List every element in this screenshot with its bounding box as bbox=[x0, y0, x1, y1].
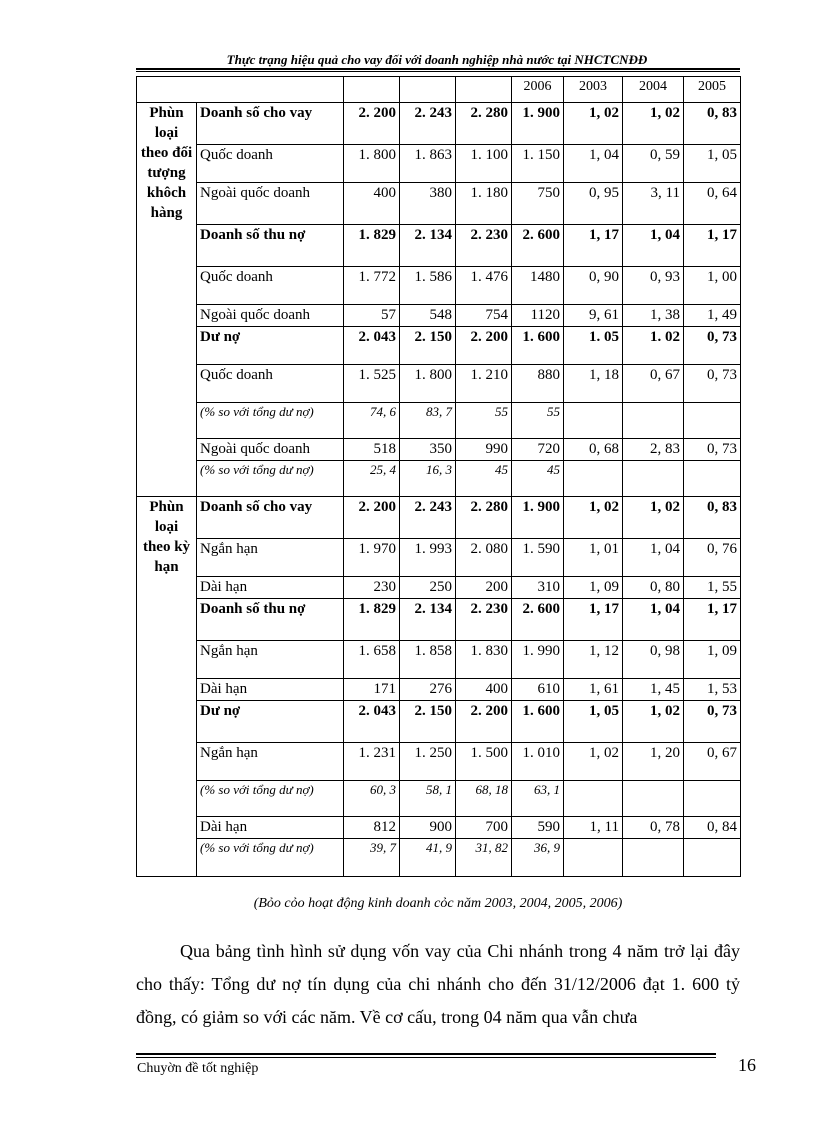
table-row bbox=[137, 365, 741, 403]
row-label: Doanh số thu nợ bbox=[197, 599, 344, 641]
row-label: Quốc doanh bbox=[197, 145, 344, 183]
table-cell: 2. 043 bbox=[344, 327, 400, 365]
row-label: Dư nợ bbox=[197, 701, 344, 743]
table-cell: 1. 900 bbox=[512, 103, 564, 145]
table-cell: 1. 658 bbox=[344, 641, 400, 679]
row-label: (% so với tổng dư nợ) bbox=[197, 403, 344, 439]
table-cell: 1, 01 bbox=[564, 539, 623, 577]
table-cell: 60, 3 bbox=[344, 781, 400, 817]
table-cell: 0, 73 bbox=[684, 439, 741, 461]
table-cell: 1, 12 bbox=[564, 641, 623, 679]
table-cell: 1120 bbox=[512, 305, 564, 327]
row-label: Dài hạn bbox=[197, 577, 344, 599]
table-cell: 1. 231 bbox=[344, 743, 400, 781]
row-label: Ngoài quốc doanh bbox=[197, 439, 344, 461]
table-cell: 1, 55 bbox=[684, 577, 741, 599]
table-cell bbox=[684, 839, 741, 877]
table-cell: 400 bbox=[344, 183, 400, 225]
table-cell: 1. 590 bbox=[512, 539, 564, 577]
table-cell: 900 bbox=[400, 817, 456, 839]
table-row bbox=[137, 461, 741, 497]
group-label: Phùn loại theo đối tượng khôch hàng bbox=[137, 103, 197, 497]
table-cell: 0, 67 bbox=[623, 365, 684, 403]
table-row bbox=[137, 839, 741, 877]
table-cell: 1, 04 bbox=[623, 225, 684, 267]
year-header: 2006 bbox=[512, 77, 564, 103]
table-cell: 1. 210 bbox=[456, 365, 512, 403]
row-label: Dư nợ bbox=[197, 327, 344, 365]
table-cell bbox=[623, 461, 684, 497]
table-cell: 754 bbox=[456, 305, 512, 327]
table-cell: 68, 18 bbox=[456, 781, 512, 817]
table-cell bbox=[623, 839, 684, 877]
table-cell: 1, 02 bbox=[564, 103, 623, 145]
table-cell: 0, 84 bbox=[684, 817, 741, 839]
table-cell: 1. 150 bbox=[512, 145, 564, 183]
table-cell: 310 bbox=[512, 577, 564, 599]
table-cell: 63, 1 bbox=[512, 781, 564, 817]
table-cell: 1, 17 bbox=[564, 599, 623, 641]
table-cell: 1. 800 bbox=[400, 365, 456, 403]
table-cell bbox=[623, 781, 684, 817]
table-cell: 2. 134 bbox=[400, 599, 456, 641]
table-row bbox=[137, 183, 741, 225]
table-cell: 1, 02 bbox=[564, 743, 623, 781]
table-cell: 1. 772 bbox=[344, 267, 400, 305]
running-header: Thực trạng hiệu quả cho vay đối với doanh nghiệp nhà nước tại NHCTCNĐĐ bbox=[226, 52, 648, 67]
table-cell: 1, 38 bbox=[623, 305, 684, 327]
year-header-row bbox=[137, 77, 741, 103]
group-label: Phùn loại theo kỳ hạn bbox=[137, 497, 197, 877]
table-cell bbox=[684, 781, 741, 817]
year-header: 2005 bbox=[684, 77, 741, 103]
table-cell: 750 bbox=[512, 183, 564, 225]
table-cell: 2. 230 bbox=[456, 599, 512, 641]
table-cell: 1, 09 bbox=[684, 641, 741, 679]
table-cell: 1. 525 bbox=[344, 365, 400, 403]
table-cell: 2. 080 bbox=[456, 539, 512, 577]
row-label: (% so với tổng dư nợ) bbox=[197, 839, 344, 877]
table-row bbox=[137, 599, 741, 641]
table-cell: 83, 7 bbox=[400, 403, 456, 439]
table-cell bbox=[564, 403, 623, 439]
table-cell: 990 bbox=[456, 439, 512, 461]
table-cell: 1. 830 bbox=[456, 641, 512, 679]
table-source-note: (Bỏo cỏo hoạt động kinh doanh cỏc năm 2003, 2004, 2005, 2006) bbox=[253, 896, 623, 911]
row-label: (% so với tổng dư nợ) bbox=[197, 461, 344, 497]
table-cell: 171 bbox=[344, 679, 400, 701]
row-label: Quốc doanh bbox=[197, 267, 344, 305]
table-cell: 518 bbox=[344, 439, 400, 461]
table-cell: 0, 95 bbox=[564, 183, 623, 225]
table-row bbox=[137, 267, 741, 305]
table-cell: 1. 970 bbox=[344, 539, 400, 577]
table-cell: 58, 1 bbox=[400, 781, 456, 817]
table-cell: 2. 200 bbox=[344, 497, 400, 539]
table-cell: 400 bbox=[456, 679, 512, 701]
table-cell: 2. 150 bbox=[400, 327, 456, 365]
table-cell: 350 bbox=[400, 439, 456, 461]
loan-table bbox=[136, 76, 741, 877]
table-cell: 1, 49 bbox=[684, 305, 741, 327]
table-cell bbox=[564, 461, 623, 497]
table-cell bbox=[623, 403, 684, 439]
table-row bbox=[137, 439, 741, 461]
table-cell: 1. 993 bbox=[400, 539, 456, 577]
table-cell: 1. 500 bbox=[456, 743, 512, 781]
table-cell: 1, 53 bbox=[684, 679, 741, 701]
table-cell: 1, 02 bbox=[623, 701, 684, 743]
table-cell: 548 bbox=[400, 305, 456, 327]
row-label: Ngoài quốc doanh bbox=[197, 183, 344, 225]
table-cell: 1, 45 bbox=[623, 679, 684, 701]
table-cell: 0, 76 bbox=[684, 539, 741, 577]
table-cell: 1. 05 bbox=[564, 327, 623, 365]
table-cell bbox=[684, 403, 741, 439]
table-cell: 590 bbox=[512, 817, 564, 839]
table-cell: 720 bbox=[512, 439, 564, 461]
table-row bbox=[137, 403, 741, 439]
table-cell: 0, 73 bbox=[684, 701, 741, 743]
row-label: (% so với tổng dư nợ) bbox=[197, 781, 344, 817]
table-cell: 39, 7 bbox=[344, 839, 400, 877]
table-cell: 2. 200 bbox=[456, 327, 512, 365]
row-label: Dài hạn bbox=[197, 679, 344, 701]
table-cell: 200 bbox=[456, 577, 512, 599]
table-row bbox=[137, 103, 741, 145]
body-paragraph bbox=[136, 935, 740, 1034]
table-cell: 700 bbox=[456, 817, 512, 839]
table-cell: 2. 150 bbox=[400, 701, 456, 743]
table-cell: 1. 800 bbox=[344, 145, 400, 183]
table-cell: 1, 09 bbox=[564, 577, 623, 599]
table-cell: 1. 829 bbox=[344, 225, 400, 267]
row-label: Doanh số cho vay bbox=[197, 103, 344, 145]
table-cell: 2. 243 bbox=[400, 103, 456, 145]
row-label: Doanh số cho vay bbox=[197, 497, 344, 539]
footer-rule bbox=[136, 1053, 716, 1055]
table-cell: 16, 3 bbox=[400, 461, 456, 497]
table-cell: 0, 98 bbox=[623, 641, 684, 679]
table-cell: 610 bbox=[512, 679, 564, 701]
table-body bbox=[137, 77, 741, 877]
table-row bbox=[137, 641, 741, 679]
row-label: Ngắn hạn bbox=[197, 539, 344, 577]
table-cell: 0, 90 bbox=[564, 267, 623, 305]
table-cell: 1480 bbox=[512, 267, 564, 305]
table-row bbox=[137, 145, 741, 183]
table-cell: 2. 043 bbox=[344, 701, 400, 743]
paragraph-text: Qua bảng tình hình sử dụng vốn vay của Chi nhánh trong 4 năm trở lại đây cho thấy: Tổng dư nợ tín dụng của chi nhánh cho đến 31/12/2006 đạt 1. 600 tỷ đồng, có giảm so với các năm. Về cơ cấu, trong 04 năm qua vẫn chưa bbox=[136, 941, 740, 1027]
table-cell: 2, 83 bbox=[623, 439, 684, 461]
table-cell: 0, 68 bbox=[564, 439, 623, 461]
table-cell: 1. 990 bbox=[512, 641, 564, 679]
table-cell: 0, 73 bbox=[684, 365, 741, 403]
table-cell: 3, 11 bbox=[623, 183, 684, 225]
table-cell: 0, 78 bbox=[623, 817, 684, 839]
table-cell: 2. 200 bbox=[344, 103, 400, 145]
table-cell: 1. 600 bbox=[512, 701, 564, 743]
table-row bbox=[137, 701, 741, 743]
table-cell: 0, 59 bbox=[623, 145, 684, 183]
table-cell: 2. 280 bbox=[456, 497, 512, 539]
table-cell: 55 bbox=[456, 403, 512, 439]
table-cell: 1. 250 bbox=[400, 743, 456, 781]
table-cell: 1. 863 bbox=[400, 145, 456, 183]
table-cell: 2. 230 bbox=[456, 225, 512, 267]
row-label: Doanh số thu nợ bbox=[197, 225, 344, 267]
table-row bbox=[137, 679, 741, 701]
table-cell: 2. 600 bbox=[512, 599, 564, 641]
table-cell: 230 bbox=[344, 577, 400, 599]
table-cell: 1, 05 bbox=[684, 145, 741, 183]
table-cell: 2. 243 bbox=[400, 497, 456, 539]
table-cell: 1, 17 bbox=[684, 225, 741, 267]
table-row bbox=[137, 225, 741, 267]
table-cell: 1, 00 bbox=[684, 267, 741, 305]
header-rule bbox=[136, 68, 740, 70]
table-cell: 0, 67 bbox=[684, 743, 741, 781]
table-cell: 55 bbox=[512, 403, 564, 439]
table-cell: 276 bbox=[400, 679, 456, 701]
table-cell: 9, 61 bbox=[564, 305, 623, 327]
row-label: Ngắn hạn bbox=[197, 743, 344, 781]
table-cell: 1, 18 bbox=[564, 365, 623, 403]
table-cell: 41, 9 bbox=[400, 839, 456, 877]
table-row bbox=[137, 577, 741, 599]
table-cell: 0, 83 bbox=[684, 497, 741, 539]
table-cell: 0, 93 bbox=[623, 267, 684, 305]
header-rule-thin bbox=[136, 71, 740, 72]
table-cell: 1. 100 bbox=[456, 145, 512, 183]
table-cell: 1, 02 bbox=[623, 103, 684, 145]
table-cell: 1. 586 bbox=[400, 267, 456, 305]
table-cell: 2. 600 bbox=[512, 225, 564, 267]
table-cell: 1, 02 bbox=[564, 497, 623, 539]
year-header: 2004 bbox=[623, 77, 684, 103]
table-row bbox=[137, 743, 741, 781]
year-header: 2003 bbox=[564, 77, 623, 103]
table-cell: 1. 858 bbox=[400, 641, 456, 679]
table-cell bbox=[564, 781, 623, 817]
table-cell: 57 bbox=[344, 305, 400, 327]
table-cell: 1, 02 bbox=[623, 497, 684, 539]
table-cell: 880 bbox=[512, 365, 564, 403]
table-cell: 2. 200 bbox=[456, 701, 512, 743]
table-cell: 1, 04 bbox=[623, 539, 684, 577]
table-cell: 36, 9 bbox=[512, 839, 564, 877]
row-label: Ngắn hạn bbox=[197, 641, 344, 679]
table-cell: 1, 17 bbox=[564, 225, 623, 267]
table-cell: 1, 04 bbox=[564, 145, 623, 183]
table-cell: 380 bbox=[400, 183, 456, 225]
table-cell: 1. 180 bbox=[456, 183, 512, 225]
page-number: 16 bbox=[738, 1055, 756, 1075]
row-label: Quốc doanh bbox=[197, 365, 344, 403]
table-cell: 45 bbox=[512, 461, 564, 497]
table-cell: 1, 05 bbox=[564, 701, 623, 743]
table-cell: 0, 83 bbox=[684, 103, 741, 145]
table-cell: 1, 61 bbox=[564, 679, 623, 701]
row-label: Ngoài quốc doanh bbox=[197, 305, 344, 327]
table-cell: 1. 900 bbox=[512, 497, 564, 539]
table-cell: 250 bbox=[400, 577, 456, 599]
table-row bbox=[137, 327, 741, 365]
table-cell: 74, 6 bbox=[344, 403, 400, 439]
footer-label: Chuyờn đề tốt nghiệp bbox=[137, 1061, 259, 1076]
table-cell: 25, 4 bbox=[344, 461, 400, 497]
table-row bbox=[137, 497, 741, 539]
table-row bbox=[137, 305, 741, 327]
table-cell: 0, 64 bbox=[684, 183, 741, 225]
table-cell: 1. 010 bbox=[512, 743, 564, 781]
table-row bbox=[137, 781, 741, 817]
table-cell: 1. 02 bbox=[623, 327, 684, 365]
table-cell: 31, 82 bbox=[456, 839, 512, 877]
table-cell: 1, 04 bbox=[623, 599, 684, 641]
table-cell: 1, 20 bbox=[623, 743, 684, 781]
table-cell bbox=[684, 461, 741, 497]
table-cell: 2. 134 bbox=[400, 225, 456, 267]
footer-rule-thin bbox=[136, 1057, 716, 1058]
table-cell: 1. 600 bbox=[512, 327, 564, 365]
table-cell: 1. 476 bbox=[456, 267, 512, 305]
table-cell: 2. 280 bbox=[456, 103, 512, 145]
table-cell: 0, 80 bbox=[623, 577, 684, 599]
table-cell: 1. 829 bbox=[344, 599, 400, 641]
table-cell: 1, 11 bbox=[564, 817, 623, 839]
row-label: Dài hạn bbox=[197, 817, 344, 839]
table-cell: 45 bbox=[456, 461, 512, 497]
table-row bbox=[137, 539, 741, 577]
table-cell: 812 bbox=[344, 817, 400, 839]
table-cell: 0, 73 bbox=[684, 327, 741, 365]
table-row bbox=[137, 817, 741, 839]
table-cell bbox=[564, 839, 623, 877]
table-cell: 1, 17 bbox=[684, 599, 741, 641]
